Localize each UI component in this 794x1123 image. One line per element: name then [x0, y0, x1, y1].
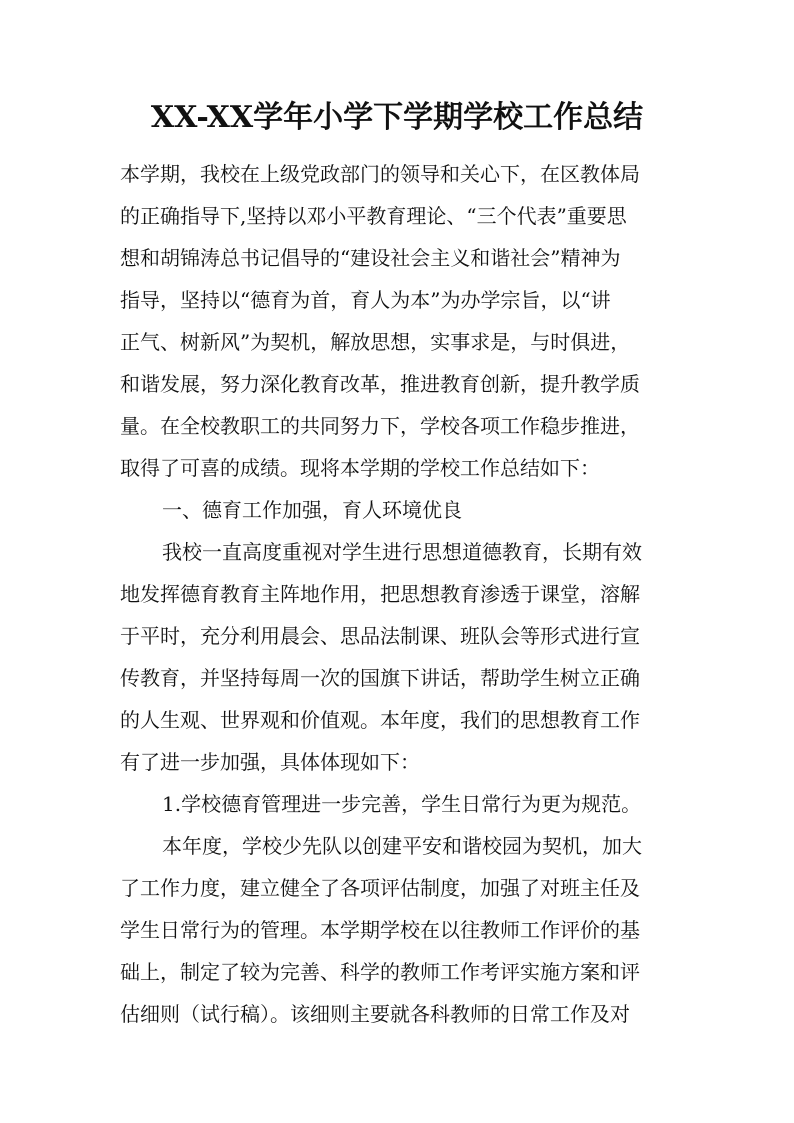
- body-line: 学生日常行为的管理。本学期学校在以往教师工作评价的基: [120, 918, 640, 942]
- body-line: 取得了可喜的成绩。现将本学期的学校工作总结如下：: [120, 456, 600, 480]
- body-line: 估细则（试行稿）。该细则主要就各科教师的日常工作及对: [120, 1002, 630, 1026]
- body-line: 的人生观、世界观和价值观。本年度，我们的思想教育工作: [120, 708, 640, 732]
- body-line: 量。在全校教职工的共同努力下，学校各项工作稳步推进，: [120, 414, 640, 438]
- body-line: 我校一直高度重视对学生进行思想道德教育，长期有效: [162, 540, 642, 564]
- body-line: 和谐发展，努力深化教育改革，推进教育创新，提升教学质: [120, 372, 640, 396]
- body-line: 本年度，学校少先队以创建平安和谐校园为契机，加大: [162, 834, 642, 858]
- body-line: 于平时，充分利用晨会、思品法制课、班队会等形式进行宣: [120, 624, 640, 648]
- body-line: 础上，制定了较为完善、科学的教师工作考评实施方案和评: [120, 960, 640, 984]
- section-heading: 一、德育工作加强，育人环境优良: [162, 498, 462, 522]
- body-line: 本学期，我校在上级党政部门的领导和关心下，在区教体局: [120, 162, 640, 186]
- body-line: 传教育，并坚持每周一次的国旗下讲话，帮助学生树立正确: [120, 666, 640, 690]
- body-line: 地发挥德育教育主阵地作用，把思想教育渗透于课堂，溶解: [120, 582, 640, 606]
- body-line: 了工作力度，建立健全了各项评估制度，加强了对班主任及: [120, 876, 640, 900]
- subsection-heading: 1.学校德育管理进一步完善，学生日常行为更为规范。: [162, 792, 642, 816]
- body-line: 指导，坚持以“德育为首，育人为本”为办学宗旨，以“讲: [120, 288, 611, 312]
- document-title: XX-XX学年小学下学期学校工作总结: [150, 100, 644, 135]
- body-line: 正气、树新风”为契机，解放思想，实事求是，与时俱进，: [120, 330, 631, 354]
- body-line: 的正确指导下,坚持以邓小平教育理论、“三个代表”重要思: [120, 204, 627, 228]
- body-line: 想和胡锦涛总书记倡导的“建设社会主义和谐社会”精神为: [120, 246, 621, 270]
- body-line: 有了进一步加强，具体体现如下：: [120, 750, 420, 774]
